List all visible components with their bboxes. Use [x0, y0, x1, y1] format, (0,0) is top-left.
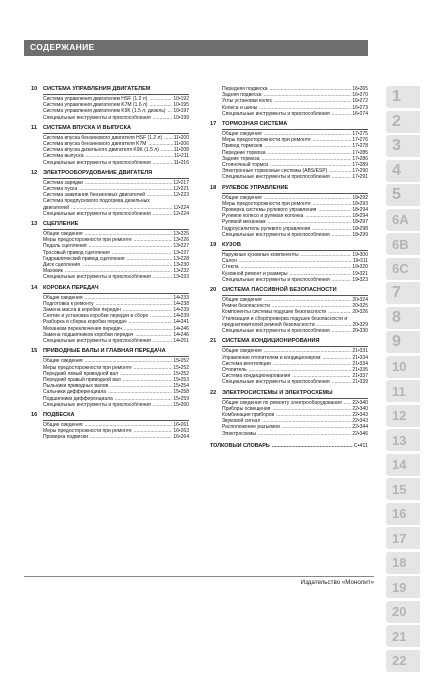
chapter-tab[interactable]: 15: [386, 478, 420, 500]
toc-entry-title: Специальные инструменты и приспособления: [43, 114, 151, 121]
toc-chapter: [210, 338, 368, 385]
toc-entry-title: Специальные инструменты и приспособления: [43, 401, 151, 408]
toc-entry-page: 11•216: [173, 159, 189, 166]
toc-entry-title: Замена подшипников коробки передач: [43, 331, 134, 338]
toc-entry-title: Специальные инструменты и приспособления: [222, 110, 330, 117]
chapter-tab[interactable]: 1: [386, 86, 420, 108]
chapter-title: СИСТЕМА КОНДИЦИОНИРОВАНИЯ: [222, 338, 320, 345]
toc-entry-page: 17•285: [352, 149, 368, 156]
chapter-number: 21: [210, 338, 217, 345]
toc-entry-title: Утилизация и сбор/проверка подушек безопасности и преднатяжителей ремней безопасности: [222, 315, 348, 328]
chapter-heading[interactable]: [210, 242, 368, 250]
toc-entry-page: 16•264: [173, 434, 189, 441]
chapter-heading[interactable]: [31, 86, 189, 94]
publisher-footer: Издательство «Монолит»: [300, 579, 374, 586]
toc-entry-title: Компоненты системы подушек безопасности: [222, 309, 327, 316]
toc-entry-page: 16•270: [352, 92, 368, 99]
toc-entry-page: 12•223: [173, 192, 189, 199]
chapter-number: 19: [210, 242, 217, 249]
toc-entry-title: Система зарядки: [43, 179, 83, 186]
toc-entry[interactable]: [222, 111, 368, 117]
toc-entry-title: Снятие и установка коробки передач в сборе: [43, 313, 149, 320]
chapter-tab[interactable]: 13: [386, 429, 420, 451]
chapter-heading[interactable]: [31, 221, 189, 229]
toc-entry-page: 18•297: [352, 219, 368, 226]
toc-entry-page: 17•290: [352, 168, 368, 175]
toc-entry-page: 19•321: [352, 270, 368, 277]
toc-entry-page: 14•239: [173, 313, 189, 320]
toc-entry-title: Общие сведения: [222, 194, 262, 201]
chapter-heading[interactable]: [210, 390, 368, 398]
toc-entry-page: 17•278: [352, 143, 368, 150]
toc-entry-page: 13•227: [173, 243, 189, 250]
toc-entry-page: 14•238: [173, 300, 189, 307]
toc-entry[interactable]: [222, 431, 368, 437]
chapter-number: 18: [210, 184, 217, 191]
toc-entry-page: 16•263: [173, 428, 189, 435]
toc-entry-title: Наружные кузовные компоненты: [222, 252, 299, 259]
toc-entry-page: 22•340: [352, 399, 368, 406]
toc-entry[interactable]: [43, 402, 189, 408]
toc-entry-page: 12•221: [173, 186, 189, 193]
toc-chapter: [210, 287, 368, 334]
toc-entry-page: 21•334: [352, 354, 368, 361]
chapter-tab[interactable]: 18: [386, 552, 420, 574]
toc-entry-title: Педаль сцепления: [43, 243, 87, 250]
chapter-tab[interactable]: 9: [386, 331, 420, 353]
chapter-heading[interactable]: [210, 287, 368, 295]
toc-entry-page: 20•329: [352, 321, 368, 328]
toc-entry-page: 12•224: [173, 204, 189, 211]
toc-entry-page: 11•200: [173, 134, 189, 141]
toc-entry-title: Общие сведения: [222, 348, 262, 355]
toc-entry[interactable]: [222, 277, 368, 283]
toc-entry-title: Меры предосторожности при ремонте: [43, 428, 132, 435]
toc-entry-title: Задние тормоза: [222, 155, 260, 162]
chapter-title: ЭЛЕКТРОСИСТЕМЫ И ЭЛЕКТРОСХЕМЫ: [222, 389, 333, 396]
toc-entry-page: 16•272: [352, 98, 368, 105]
chapter-tab[interactable]: 19: [386, 576, 420, 598]
toc-entry-page: 17•291: [352, 174, 368, 181]
chapter-tab[interactable]: 14: [386, 454, 420, 476]
toc-entry-page: 19•320: [352, 264, 368, 271]
chapter-rule: [43, 293, 189, 294]
chapter-number: 10: [31, 86, 38, 92]
toc-entry-title: Передняя подвеска: [222, 86, 268, 92]
toc-entry-page: 13•227: [173, 249, 189, 256]
toc-entry-page: 10•197: [173, 108, 189, 115]
toc-chapter: [210, 185, 368, 238]
toc-entry-title: Система выпуска: [43, 153, 84, 160]
toc-entry[interactable]: [43, 211, 189, 217]
toc-entry-title: Ремни безопасности: [222, 303, 270, 310]
toc-entry-title: Стояночный тормоз: [222, 162, 269, 169]
chapter-tab[interactable]: 20: [386, 601, 420, 623]
toc-entry-page: 15•252: [173, 358, 189, 365]
toc-entry-title: Меры предосторожности при ремонте: [43, 364, 132, 371]
toc-right-column: [210, 86, 368, 450]
toc-entry-page: 17•276: [352, 137, 368, 144]
toc-entry-page: 22•344: [352, 424, 368, 431]
toc-entry-title: Сальники дифференциала: [43, 389, 107, 396]
toc-entry-page: 18•299: [352, 231, 368, 238]
toc-entry-title: Общие сведения: [43, 294, 83, 301]
chapter-tab[interactable]: 6A: [386, 209, 420, 231]
toc-entry-title: Салон: [222, 258, 237, 265]
toc-entry-page: 19•311: [352, 258, 368, 265]
chapter-tabs: [386, 86, 424, 674]
toc-entry-title: Общие сведения: [43, 421, 83, 428]
toc-entry-page: 16•273: [352, 104, 368, 111]
chapter-heading[interactable]: [31, 412, 189, 420]
chapter-title: РУЛЕВОЕ УПРАВЛЕНИЕ: [222, 184, 289, 191]
toc-entry-page: 11•211: [174, 153, 189, 160]
toc-entry-title: Специальные инструменты и приспособления: [222, 379, 330, 386]
toc-entry-title: Колеса и шины: [222, 104, 258, 111]
toc-entry-title: Система впуска дизельного двигателя K9K (1.5 л): [43, 147, 159, 154]
toc-entry-title: Кузовной ремонт и размеры: [222, 270, 288, 277]
toc-entry-title: Рулевое колесо и рулевая колонка: [222, 213, 304, 220]
toc-entry-page: 11•206: [173, 141, 189, 148]
chapter-tab[interactable]: 5: [386, 184, 420, 206]
toc-entry-page: 11•208: [173, 147, 189, 154]
toc-entry-page: 13•232: [173, 268, 189, 275]
toc-entry-page: 22•343: [352, 418, 368, 425]
toc-entry-page: 10•199: [173, 114, 189, 121]
toc-entry-page: 16•265: [352, 86, 368, 92]
toc-entry-page: 16•261: [173, 421, 189, 428]
toc-chapter: [210, 242, 368, 283]
chapter-tab[interactable]: 3: [386, 135, 420, 157]
contents-header-bar: [24, 40, 368, 56]
toc-entry-title: Система впуска бензинового двигателя HSF (1.2 л): [43, 134, 163, 141]
toc-entry-page: 18•293: [352, 200, 368, 207]
toc-chapter: [31, 170, 189, 217]
toc-chapter: [31, 86, 189, 121]
toc-entry-page: 13•233: [173, 274, 189, 281]
toc-entry-title: Подготовка к ремонту: [43, 300, 94, 307]
chapter-rule: [43, 229, 189, 230]
toc-entry-title: Система кондиционирования: [222, 373, 291, 380]
chapter-title: ТОРМОЗНАЯ СИСТЕМА: [222, 121, 288, 128]
chapter-rule: [222, 398, 368, 399]
toc-entry[interactable]: [222, 174, 368, 180]
toc-entry-page: 14•246: [173, 331, 189, 338]
toc-entry-page: 18•298: [352, 225, 368, 232]
toc-chapter: [31, 348, 189, 408]
toc-entry-title: Приборы освещения: [222, 405, 271, 412]
toc-entry-page: 15•252: [173, 370, 189, 377]
toc-chapter: [210, 121, 368, 181]
toc-entry-page: 14•246: [173, 325, 189, 332]
footer-divider: [24, 576, 374, 577]
toc-entry-title: Специальные инструменты и приспособления: [222, 174, 330, 181]
toc-entry-title: Проверка подвески: [43, 434, 88, 441]
toc-entry-page: 20•324: [352, 297, 368, 304]
toc-entry-page: 14•233: [173, 294, 189, 301]
chapter-tab[interactable]: 21: [386, 625, 420, 647]
toc-entry-page: 22•346: [352, 430, 368, 437]
toc-entry-title: Специальные инструменты и приспособления: [222, 231, 330, 238]
chapter-tab[interactable]: 6C: [386, 258, 420, 280]
toc-chapter: [31, 285, 189, 345]
toc-entry[interactable]: [222, 328, 368, 334]
toc-entry-title: Электросхемы: [222, 430, 256, 437]
chapter-tab[interactable]: 16: [386, 503, 420, 525]
chapter-title: ПРИВОДНЫЕ ВАЛЫ И ГЛАВНАЯ ПЕРЕДАЧА: [43, 348, 166, 355]
toc-entry-page: 14•241: [173, 319, 189, 326]
toc-entry[interactable]: [222, 232, 368, 238]
toc-entry-title: Система управления двигателем HSF (1.2 л): [43, 96, 148, 102]
toc-entry-title: Специальные инструменты и приспособления: [222, 328, 330, 335]
chapter-heading[interactable]: [31, 170, 189, 178]
toc-entry[interactable]: [43, 115, 189, 121]
toc-entry-title: Привод тормозов: [222, 143, 263, 150]
chapter-number: 15: [31, 348, 38, 355]
toc-entry-title: Гидравлический привод сцепления: [43, 255, 125, 262]
glossary-entry[interactable]: [210, 443, 368, 450]
chapter-number: 22: [210, 389, 217, 396]
toc-entry-page: 13•230: [173, 262, 189, 269]
chapter-tab[interactable]: 17: [386, 527, 420, 549]
toc-entry-page: 20•325: [352, 303, 368, 310]
toc-entry-page: 13•226: [173, 237, 189, 244]
toc-entry-page: 20•330: [352, 328, 368, 335]
glossary-label: ТОЛКОВЫЙ СЛОВАРЬ: [210, 442, 270, 449]
chapter-title: КУЗОВ: [222, 242, 241, 249]
toc-entry-page: 15•254: [173, 383, 189, 390]
chapter-heading[interactable]: [210, 121, 368, 129]
chapter-number: 13: [31, 221, 38, 228]
toc-entry-title: Разборка и сборка коробки передач: [43, 319, 127, 326]
toc-entry-page: 22•340: [352, 405, 368, 412]
toc-entry-page: 18•294: [352, 213, 368, 220]
chapter-rule: [222, 295, 368, 296]
chapter-number: 12: [31, 169, 38, 176]
toc-entry[interactable]: [43, 338, 189, 344]
glossary-page: С•411: [353, 442, 368, 449]
toc-entry[interactable]: [222, 316, 368, 328]
toc-entry-title: Общие сведения: [43, 231, 83, 238]
toc-entry-title: Меры предосторожности при ремонте: [222, 200, 311, 207]
toc-entry-title: Комбинация приборов: [222, 411, 275, 418]
toc-left-column: [31, 86, 189, 445]
toc-entry-page: 17•289: [352, 162, 368, 169]
toc-entry-title: Общие сведения: [43, 358, 83, 365]
toc-entry-page: 20•326: [352, 309, 368, 316]
toc-entry[interactable]: [43, 434, 189, 440]
toc-entry-title: Общие сведения: [222, 131, 262, 138]
toc-entry[interactable]: [222, 379, 368, 385]
chapter-title: ЭЛЕКТРООБОРУДОВАНИЕ ДВИГАТЕЛЯ: [43, 169, 153, 176]
toc-entry-title: Общие сведения: [222, 297, 262, 304]
toc-entry-page: 21•334: [352, 360, 368, 367]
toc-entry-title: Проверка системы рулевого управления: [222, 207, 317, 214]
chapter-rule: [222, 250, 368, 251]
chapter-tab[interactable]: 12: [386, 405, 420, 427]
toc-entry-page: 15•252: [173, 364, 189, 371]
toc-entry-page: 21•337: [352, 373, 368, 380]
toc-entry-page: 19•300: [352, 252, 368, 259]
toc-entry-page: 15•260: [173, 401, 189, 408]
toc-entry-page: 21•339: [352, 379, 368, 386]
chapter-number: 14: [31, 284, 38, 291]
toc-entry-title: Специальные инструменты и приспособления: [43, 210, 151, 217]
chapter-heading[interactable]: [210, 185, 368, 193]
toc-entry-page: 17•286: [352, 155, 368, 162]
toc-chapter: [31, 412, 189, 441]
chapter-title: СИСТЕМА ВПУСКА И ВЫПУСКА: [43, 124, 132, 131]
chapter-title: СЦЕПЛЕНИЕ: [43, 221, 79, 228]
toc-entry-title: Стекла: [222, 264, 239, 271]
toc-entry-title: Специальные инструменты и приспособления: [43, 274, 151, 281]
toc-entry-page: 17•275: [352, 131, 368, 138]
toc-entry-title: Специальные инструменты и приспособления: [222, 276, 330, 283]
chapter-heading[interactable]: [31, 348, 189, 356]
toc-entry-page: 12•217: [173, 179, 189, 186]
toc-entry-title: Подшипники дифференциала: [43, 395, 113, 402]
toc-entry-page: 18•294: [352, 207, 368, 214]
toc-entry-title: Система зажигания бензиновых двигателей: [43, 192, 146, 199]
toc-entry-title: Система вентиляции: [222, 360, 271, 367]
chapter-tab[interactable]: 10: [386, 356, 420, 378]
chapter-title: СИСТЕМА УПРАВЛЕНИЯ ДВИГАТЕЛЕМ: [43, 86, 151, 92]
toc-entry-page: 19•323: [352, 276, 368, 283]
toc-continued-section: [210, 86, 368, 117]
toc-entry-page: 21•335: [352, 366, 368, 373]
chapter-number: 20: [210, 287, 217, 294]
toc-entry-title: Управление отопителем и кондиционером: [222, 354, 321, 361]
toc-chapter: [31, 125, 189, 166]
toc-entry-title: Пыльники приводных валов: [43, 383, 109, 390]
chapter-tab[interactable]: 11: [386, 380, 420, 402]
chapter-rule: [43, 133, 189, 134]
toc-entry-page: 15•253: [173, 376, 189, 383]
toc-entry-title: Звуковой сигнал: [222, 418, 261, 425]
toc-entry-title: Расположение разъемов: [222, 424, 280, 431]
chapter-tab[interactable]: 4: [386, 160, 420, 182]
chapter-heading[interactable]: [31, 125, 189, 133]
chapter-rule: [43, 356, 189, 357]
toc-entry-title: Углы установки колес: [222, 98, 273, 105]
toc-entry-title: Передний левый приводной вал: [43, 370, 119, 377]
toc-entry-title: Система управления двигателем K9K (1.5 л, дизель): [43, 108, 166, 115]
toc-entry-title: Система предпускового подогрева дизельных двигателей: [43, 198, 150, 211]
toc-entry-title: Передние тормоза: [222, 149, 266, 156]
toc-entry-title: Меры предосторожности при ремонте: [43, 237, 132, 244]
chapter-rule: [43, 178, 189, 179]
toc-entry-title: Замена масла в коробке передач: [43, 307, 121, 314]
toc-entry[interactable]: [43, 198, 189, 210]
toc-entry-title: Механизм переключения передач: [43, 325, 122, 332]
toc-entry[interactable]: [43, 274, 189, 280]
toc-entry-title: Электронные тормозные системы (ABS/ESP): [222, 168, 328, 175]
toc-entry-page: 13•228: [173, 255, 189, 262]
toc-entry-title: Система пуска: [43, 186, 78, 193]
toc-entry-title: Передний правый приводной вал: [43, 376, 121, 383]
toc-entry-page: 21•331: [352, 348, 368, 355]
toc-entry-title: Маховик: [43, 268, 63, 275]
chapter-title: СИСТЕМА ПАССИВНОЙ БЕЗОПАСНОСТИ: [222, 287, 337, 294]
contents-title: СОДЕРЖАНИЕ: [30, 42, 95, 52]
toc-chapter: [210, 390, 368, 437]
toc-entry-page: 14•251: [173, 338, 189, 345]
chapter-number: 17: [210, 121, 217, 128]
chapter-rule: [43, 420, 189, 421]
chapter-tab[interactable]: 6B: [386, 233, 420, 255]
toc-entry-page: 22•343: [352, 411, 368, 418]
toc-entry[interactable]: [43, 160, 189, 166]
chapter-rule: [43, 94, 189, 95]
chapter-tab[interactable]: 2: [386, 111, 420, 133]
toc-entry-title: Общие сведения по ремонту электрооборудования: [222, 399, 342, 406]
chapter-tab[interactable]: 7: [386, 282, 420, 304]
toc-chapter: [31, 221, 189, 281]
toc-entry-page: 13•225: [173, 231, 189, 238]
toc-entry-title: Специальные инструменты и приспособления: [43, 338, 151, 345]
toc-entry-page: 15•258: [173, 389, 189, 396]
toc-entry-title: Гидроусилитель рулевого управления: [222, 225, 311, 232]
toc-entry-title: Задняя подвеска: [222, 92, 262, 99]
toc-entry-title: Отопитель: [222, 366, 247, 373]
toc-entry-page: 16•274: [352, 110, 368, 117]
chapter-number: 16: [31, 411, 38, 418]
chapter-tab[interactable]: 8: [386, 307, 420, 329]
toc-entry-title: Диск сцепления: [43, 262, 81, 269]
toc-entry-page: 18•292: [352, 194, 368, 201]
chapter-rule: [222, 346, 368, 347]
toc-entry-page: 10•192: [173, 96, 189, 102]
toc-entry-title: Система впуска бензинового двигателя K7M: [43, 141, 147, 148]
toc-entry-title: Меры предосторожности при ремонте: [222, 137, 311, 144]
chapter-title: ПОДВЕСКА: [43, 411, 75, 418]
chapter-rule: [222, 193, 368, 194]
toc-entry-title: Рулевой механизм: [222, 219, 266, 226]
chapter-number: 11: [31, 124, 37, 131]
toc-entry-page: 12•224: [173, 210, 189, 217]
chapter-rule: [222, 129, 368, 130]
toc-entry-page: 14•239: [173, 307, 189, 314]
toc-entry-page: 15•259: [173, 395, 189, 402]
chapter-heading[interactable]: [31, 285, 189, 293]
toc-entry-title: Тросовый привод сцепления: [43, 249, 110, 256]
toc-entry-title: Система управления двигателем K7M (1.6 л): [43, 102, 148, 109]
toc-entry-title: Специальные инструменты и приспособления: [43, 159, 151, 166]
toc-entry-page: 10•195: [173, 102, 189, 109]
chapter-tab[interactable]: 22: [386, 650, 420, 672]
chapter-heading[interactable]: [210, 338, 368, 346]
chapter-title: КОРОБКА ПЕРЕДАЧ: [43, 284, 99, 291]
